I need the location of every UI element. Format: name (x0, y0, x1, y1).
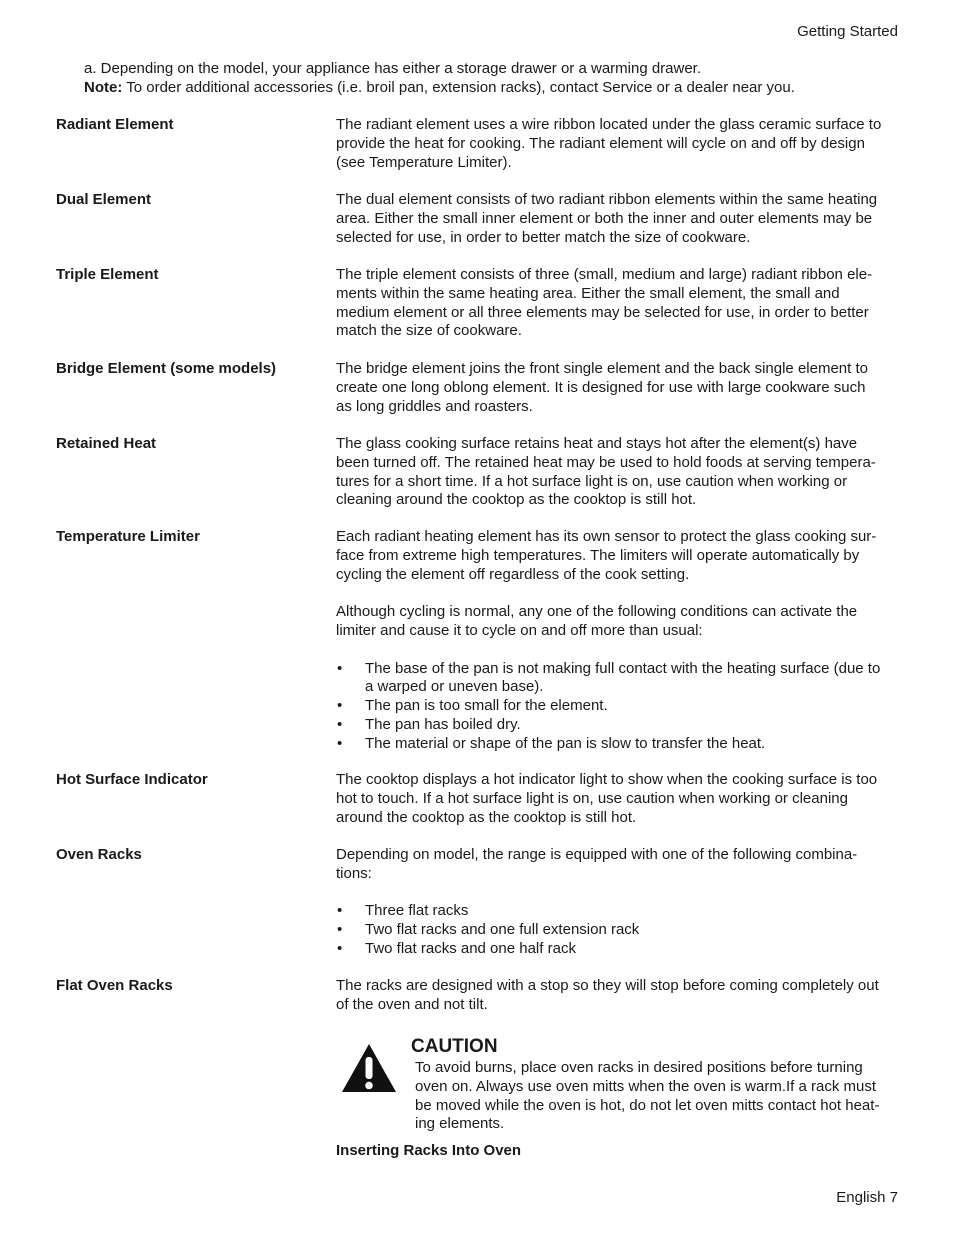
section-label-dual-element: Dual Element (56, 191, 152, 208)
intro-notes (84, 60, 904, 98)
paragraph: The triple element consists of three (small, medium and large) radiant ribbon ele- ments within the same heating area. Either the small element, the small and medium element or all three elements may be selected for use, in order to better match the size of cookware. (336, 266, 873, 340)
section-body-retained-heat (336, 435, 902, 510)
caution-title: CAUTION (411, 1036, 498, 1057)
section-label-temperature-limiter: Temperature Limiter (56, 528, 200, 545)
page-footer-number: English 7 (836, 1189, 898, 1206)
section-label-retained-heat: Retained Heat (56, 435, 157, 452)
page-header-section: Getting Started (797, 23, 898, 40)
section-body-hot-surface-indicator (336, 771, 902, 827)
section-label-radiant-element: Radiant Element (56, 116, 174, 133)
list-item: • The base of the pan is not making full contact with the heating surface (due to a warped or uneven base). (337, 659, 881, 696)
warning-icon (340, 1042, 398, 1094)
paragraph: The dual element consists of two radiant ribbon elements within the same heating area. Either the small inner element or both the inner and outer elements may be selected for use, in order to better match the size of cookware. (336, 191, 878, 246)
caution-text: To avoid burns, place oven racks in desired positions before turning oven on. Always use oven mitts when the oven is warm.If a rack must be moved while the oven is hot, do not let oven mitts contact hot heat- ing elements. (415, 1059, 880, 1133)
paragraph: The cooktop displays a hot indicator light to show when the cooking surface is too hot to touch. If a hot surface light is on, use caution when working or cleaning around the cooktop as the cooktop is still hot. (336, 771, 878, 826)
subheading-inserting-racks: Inserting Racks Into Oven (336, 1142, 522, 1159)
paragraph: The bridge element joins the front single element and the back single element to create one long oblong element. It is designed for use with large cookware such as long griddles and roasters. (336, 360, 868, 415)
section-body-bridge-element (336, 360, 902, 416)
list-item: • The pan is too small for the element. (337, 697, 608, 715)
section-label-hot-surface-indicator: Hot Surface Indicator (56, 771, 208, 788)
section-body-triple-element (336, 266, 902, 341)
caution-box (336, 1035, 902, 1135)
section-label-flat-oven-racks: Flat Oven Racks (56, 977, 173, 994)
note-label: Note: (84, 78, 123, 96)
list-item: • The pan has boiled dry. (337, 715, 521, 733)
section-label-bridge-element: Bridge Element (some models) (56, 360, 277, 377)
list-item: • Two flat racks and one full extension rack (337, 921, 640, 939)
section-body-temperature-limiter (336, 528, 902, 754)
section-body-oven-racks (336, 846, 902, 959)
note-text: To order additional accessories (i.e. broil pan, extension racks), contact Service or a dealer near you. (122, 78, 795, 96)
paragraph: The racks are designed with a stop so they will stop before coming completely out of the oven and not tilt. (336, 977, 879, 1013)
paragraph: The glass cooking surface retains heat and stays hot after the element(s) have been turned off. The retained heat may be used to hold foods at serving tempera- tures for a short time. If a hot surface light is on, use caution when working or cleaning around the cooktop as the cooktop is still hot. (336, 435, 876, 509)
section-label-triple-element: Triple Element (56, 266, 159, 283)
section-body-dual-element (336, 191, 902, 247)
rack-combination-list (336, 902, 902, 958)
paragraph: The radiant element uses a wire ribbon located under the glass ceramic surface to provide the heat for cooking. The radiant element will cycle on and off by design (see Temperature Limiter). (336, 116, 882, 171)
footnote-a: a. Depending on the model, your appliance has either a storage drawer or a warming drawer. (84, 60, 702, 77)
paragraph: Depending on model, the range is equipped with one of the following combina- tions: (336, 846, 858, 882)
list-item: • Two flat racks and one half rack (337, 939, 576, 957)
note-paragraph (84, 79, 904, 98)
paragraph: Although cycling is normal, any one of the following conditions can activate the limiter and cause it to cycle on and off more than usual: (336, 603, 858, 639)
section-body-flat-oven-racks (336, 977, 902, 1015)
list-item: • The material or shape of the pan is slow to transfer the heat. (337, 734, 766, 752)
list-item: • Three flat racks (337, 902, 469, 920)
section-body-radiant-element (336, 116, 902, 172)
condition-list (336, 660, 902, 754)
section-label-oven-racks: Oven Racks (56, 846, 142, 863)
paragraph: Each radiant heating element has its own sensor to protect the glass cooking sur- face from extreme high temperatures. The limiters will operate automatically by cycling the element off regardless of the cook setting. (336, 528, 877, 583)
